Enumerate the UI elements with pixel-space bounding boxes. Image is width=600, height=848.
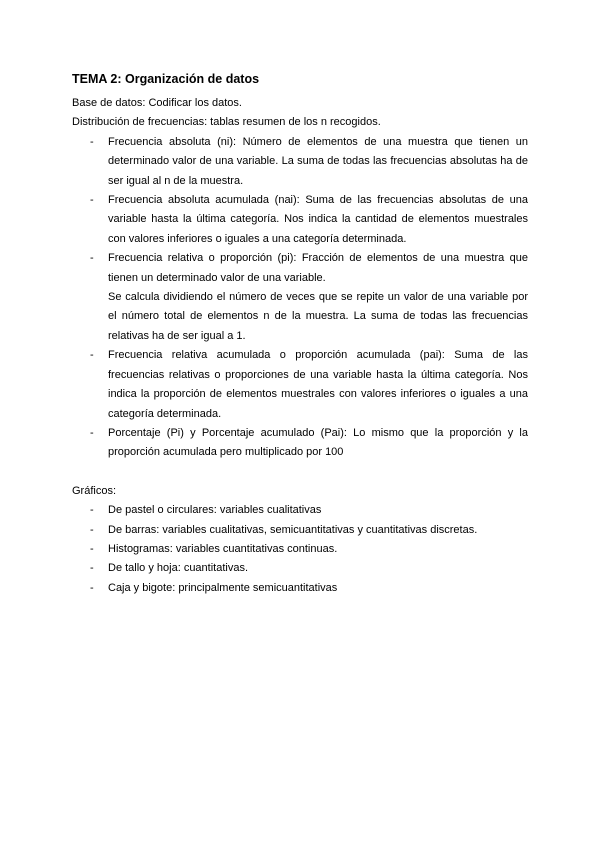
list-item-text: Porcentaje (Pi) y Porcentaje acumulado (Pai): Lo mismo que la proporción y la proporción acumulada pero multiplicado por 100 (108, 426, 528, 459)
dash-bullet: - (90, 194, 94, 207)
paragraph-spacer (72, 463, 528, 482)
dash-bullet: - (90, 542, 94, 555)
list-item-cumulative-absolute-frequency (72, 191, 528, 249)
list-item-stem-leaf (72, 559, 528, 578)
intro-line-database: Base de datos: Codificar los datos. (72, 97, 242, 109)
list-item-text: Frecuencia relativa o proporción (pi): Fracción de elementos de una muestra que tienen un determinado valor de una variable. (108, 252, 528, 284)
list-item-histogram (72, 540, 528, 559)
list-item-absolute-frequency (72, 133, 528, 191)
list-item-box-plot (72, 579, 528, 598)
list-item-text: De barras: variables cualitativas, semicuantitativas y cuantitativas discretas. (108, 523, 478, 536)
list-item-text: Frecuencia relativa acumulada o proporción acumulada (pai): Suma de las frecuencias relativas o proporciones de una variable hasta la última categoría. Nos indica la proporción de elementos muestrales con valores inferiores o iguales a una categoría determinada. (108, 349, 528, 420)
dash-bullet: - (90, 135, 94, 148)
list-item-relative-frequency (72, 249, 528, 346)
dash-bullet: - (90, 581, 94, 594)
graphs-heading: Gráficos: (72, 484, 117, 497)
document-page (72, 70, 528, 598)
dash-bullet: - (90, 504, 94, 517)
graphs-list (72, 501, 528, 598)
list-item-pie-chart (72, 501, 528, 520)
document-title: TEMA 2: Organización de datos (72, 72, 260, 86)
list-item-text: De pastel o circulares: variables cualitativas (108, 504, 322, 517)
intro-line-distribution: Distribución de frecuencias: tablas resumen de los n recogidos. (72, 116, 381, 129)
list-item-text: Caja y bigote: principalmente semicuantitativas (108, 581, 338, 594)
dash-bullet: - (90, 523, 94, 536)
dash-bullet: - (90, 252, 94, 265)
list-item-percentage (72, 424, 528, 463)
list-item-cumulative-relative-frequency (72, 346, 528, 424)
frequency-list (72, 133, 528, 463)
dash-bullet: - (90, 426, 94, 439)
list-item-text: Frecuencia absoluta acumulada (nai): Suma de las frecuencias absolutas de una variable hasta la última categoría. Nos indica la cantidad de elementos muestrales con valores inferiores o iguales a una categoría determinada. (108, 194, 528, 245)
list-item-extra-text: Se calcula dividiendo el número de veces que se repite un valor de una variable por el número total de elementos n de la muestra. La suma de todas las frecuencias relativas ha de ser igual a 1. (108, 291, 528, 342)
list-item-text: Frecuencia absoluta (ni): Número de elementos de una muestra que tienen un determinado valor de una variable. La suma de todas las frecuencias absolutas ha de ser igual al n de la muestra. (108, 135, 528, 187)
list-item-text: Histogramas: variables cuantitativas continuas. (108, 542, 338, 555)
dash-bullet: - (90, 349, 94, 362)
dash-bullet: - (90, 562, 94, 575)
list-item-bar-chart (72, 521, 528, 540)
list-item-text: De tallo y hoja: cuantitativas. (108, 562, 249, 575)
